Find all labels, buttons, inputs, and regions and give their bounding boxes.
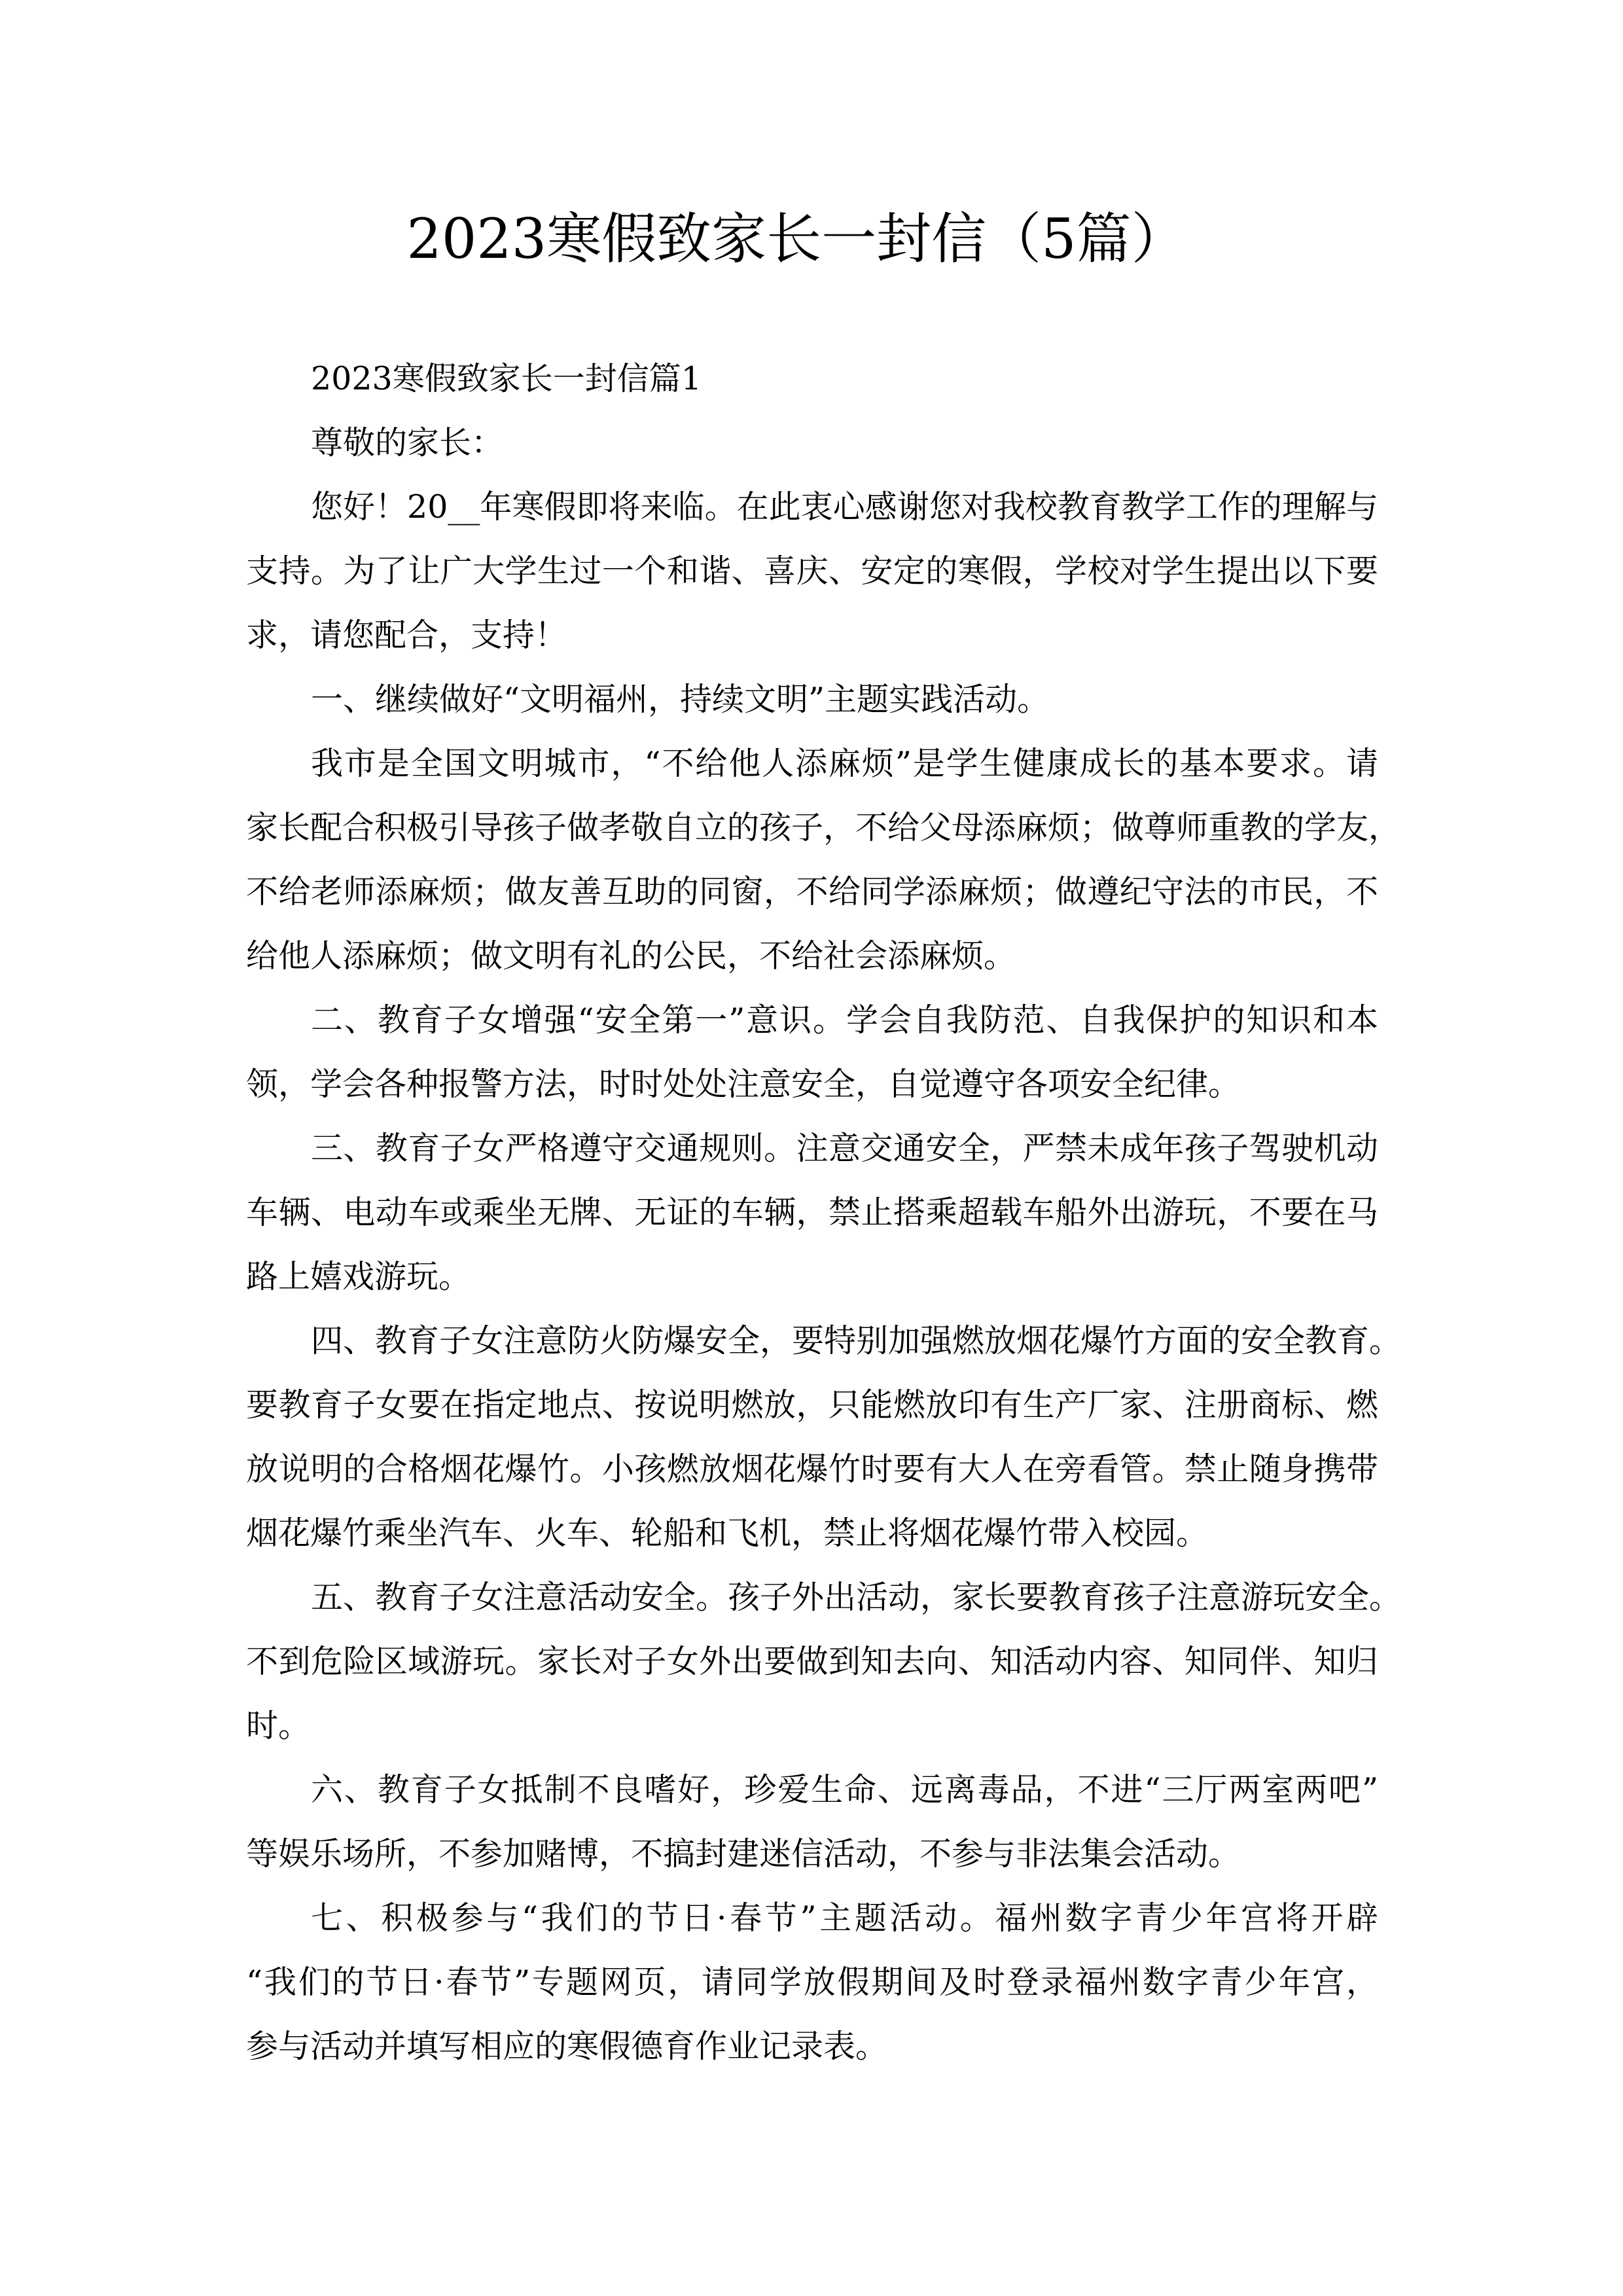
body-line: 车辆、电动车或乘坐无牌、无证的车辆，禁止搭乘超载车船外出游玩，不要在马	[246, 1194, 1378, 1231]
body-line: 不给老师添麻烦；做友善互助的同窗，不给同学添麻烦；做遵纪守法的市民，不	[246, 873, 1378, 910]
section-heading-1: 一、继续做好“文明福州，持续文明”主题实践活动。	[311, 681, 1050, 718]
body-line: 求，请您配合，支持！	[246, 617, 567, 654]
body-line: 时。	[246, 1707, 311, 1744]
document-title: 2023寒假致家长一封信（5篇）	[406, 207, 1186, 271]
body-line: 家长配合积极引导孩子做孝敬自立的孩子，不给父母添麻烦；做尊师重教的学友，	[246, 809, 1401, 846]
body-line: 您好！20__年寒假即将来临。在此衷心感谢您对我校教育教学工作的理解与	[311, 488, 1378, 526]
body-line: 路上嬉戏游玩。	[246, 1258, 471, 1295]
body-line: 放说明的合格烟花爆竹。小孩燃放烟花爆竹时要有大人在旁看管。禁止随身携带	[246, 1450, 1378, 1488]
body-line: 领，学会各种报警方法，时时处处注意安全，自觉遵守各项安全纪律。	[246, 1066, 1241, 1103]
salutation: 尊敬的家长：	[311, 424, 504, 461]
body-line: 参与活动并填写相应的寒假德育作业记录表。	[246, 2028, 888, 2065]
body-line: “我们的节日·春节”专题网页，请同学放假期间及时登录福州数字青少年宫，	[246, 1964, 1378, 2001]
section-item-7: 七、积极参与“我们的节日·春节”主题活动。福州数字青少年宫将开辟	[311, 1899, 1378, 1937]
body-line: 支持。为了让广大学生过一个和谐、喜庆、安定的寒假，学校对学生提出以下要	[246, 552, 1378, 590]
section-item-2: 二、教育子女增强“安全第一”意识。学会自我防范、自我保护的知识和本	[311, 1001, 1378, 1039]
body-line: 要教育子女要在指定地点、按说明燃放，只能燃放印有生产厂家、注册商标、燃	[246, 1386, 1378, 1424]
body-line: 等娱乐场所，不参加赌博，不搞封建迷信活动，不参与非法集会活动。	[246, 1835, 1241, 1873]
section-item-5: 五、教育子女注意活动安全。孩子外出活动，家长要教育孩子注意游玩安全。	[311, 1579, 1402, 1616]
section-item-4: 四、教育子女注意防火防爆安全，要特别加强燃放烟花爆竹方面的安全教育。	[311, 1322, 1402, 1359]
letter-subheading: 2023寒假致家长一封信篇1	[311, 360, 702, 397]
body-line: 不到危险区域游玩。家长对子女外出要做到知去向、知活动内容、知同伴、知归	[246, 1643, 1378, 1680]
section-item-3: 三、教育子女严格遵守交通规则。注意交通安全，严禁未成年孩子驾驶机动	[311, 1130, 1378, 1167]
body-line: 烟花爆竹乘坐汽车、火车、轮船和飞机，禁止将烟花爆竹带入校园。	[246, 1515, 1209, 1552]
body-line: 给他人添麻烦；做文明有礼的公民，不给社会添麻烦。	[246, 937, 1016, 975]
section-item-6: 六、教育子女抵制不良嗜好，珍爱生命、远离毒品，不进“三厅两室两吧”	[311, 1771, 1378, 1808]
letter-body	[246, 347, 1402, 2079]
body-line: 我市是全国文明城市，“不给他人添麻烦”是学生健康成长的基本要求。请	[311, 745, 1378, 782]
